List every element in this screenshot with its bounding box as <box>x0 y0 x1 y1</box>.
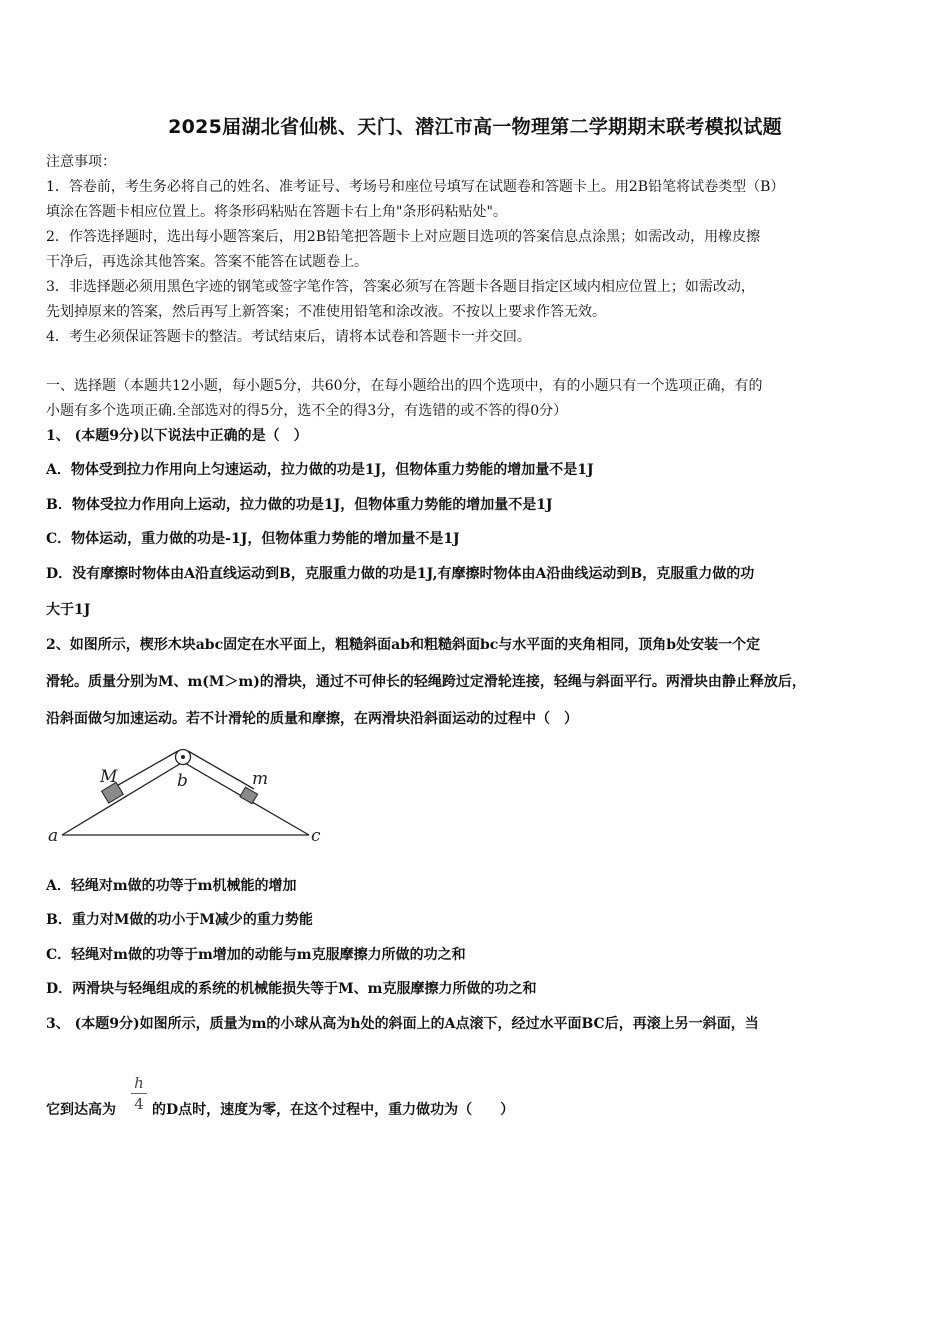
label-m: m <box>252 769 269 789</box>
page-title: 2025届湖北省仙桃、天门、潜江市高一物理第二学期期末联考模拟试题 <box>168 116 782 138</box>
slope-ab <box>62 762 183 835</box>
q1-option-c: C．物体运动，重力做的功是-1J，但物体重力势能的增加量不是1J <box>46 531 460 547</box>
q2-stem: 沿斜面做匀加速运动。若不计滑轮的质量和摩擦，在两滑块沿斜面运动的过程中（ ） <box>46 711 578 727</box>
q2-option-b: B．重力对M做的功小于M减少的重力势能 <box>46 912 313 928</box>
wedge-pulley-figure <box>44 744 334 852</box>
notice-item: 1．答卷前，考生务必将自己的姓名、准考证号、考场号和座位号填写在试题卷和答题卡上。用2B铅笔将试卷类型（B） <box>46 179 785 195</box>
label-c: c <box>311 826 321 846</box>
q2-option-d: D．两滑块与轻绳组成的系统的机械能损失等于M、m克服摩擦力所做的功之和 <box>46 981 537 997</box>
section-instructions: 一、选择题（本题共12小题，每小题5分，共60分，在每小题给出的四个选项中，有的小题只有一个选项正确，有的 <box>46 378 763 394</box>
q1-option-a: A．物体受到拉力作用向上匀速运动，拉力做的功是1J，但物体重力势能的增加量不是1J <box>46 462 594 478</box>
section-instructions: 小题有多个选项正确.全部选对的得5分，选不全的得3分，有选错的或不答的得0分） <box>46 403 568 419</box>
notice-item: 干净后，再选涂其他答案。答案不能答在试题卷上。 <box>46 254 368 270</box>
fraction-denominator: 4 <box>134 1095 144 1113</box>
q2-stem: 2、如图所示，楔形木块abc固定在水平面上，粗糙斜面ab和粗糙斜面bc与水平面的夹角相同，顶角b处安装一个定 <box>46 637 761 653</box>
q3-stem: 3、 (本题9分)如图所示，质量为m的小球从高为h处的斜面上的A点滚下，经过水平面BC后，再滚上另一斜面，当 <box>46 1016 759 1032</box>
notice-item: 3．非选择题必须用黑色字迹的钢笔或签字笔作答，答案必须写在答题卡各题目指定区域内相应位置上；如需改动， <box>46 279 755 295</box>
q2-option-a: A．轻绳对m做的功等于m机械能的增加 <box>46 878 297 894</box>
fraction-numerator: h <box>134 1074 144 1092</box>
fraction-h-over-4 <box>128 1074 150 1113</box>
q1-stem: 1、 (本题9分)以下说法中正确的是（ ） <box>46 428 308 444</box>
notice-item: 2．作答选择题时，选出每小题答案后，用2B铅笔把答题卡上对应题目选项的答案信息点涂黑；如需改动，用橡皮擦 <box>46 229 761 245</box>
q1-option-d: D．没有摩擦时物体由A沿直线运动到B，克服重力做的功是1J,有摩擦时物体由A沿曲线运动到B，克服重力做的功 <box>46 566 755 582</box>
q3-stem-pre: 它到达高为 <box>46 1102 116 1118</box>
q2-option-c: C．轻绳对m做的功等于m增加的动能与m克服摩擦力所做的功之和 <box>46 947 466 963</box>
block-m <box>240 787 258 804</box>
q1-option-b: B．物体受拉力作用向上运动，拉力做的功是1J，但物体重力势能的增加量不是1J <box>46 497 553 513</box>
q2-stem: 滑轮。质量分别为M、m(M＞m)的滑块，通过不可伸长的轻绳跨过定滑轮连接，轻绳与斜面平行。两滑块由静止释放后， <box>46 674 806 690</box>
notice-heading: 注意事项： <box>46 154 116 170</box>
notice-item: 填涂在答题卡相应位置上。将条形码粘贴在答题卡右上角"条形码粘贴处"。 <box>46 204 507 220</box>
q1-option-d-cont: 大于1J <box>46 602 91 618</box>
label-b: b <box>177 771 188 791</box>
label-a: a <box>48 826 59 846</box>
rope-left <box>113 751 178 788</box>
fraction-bar <box>131 1093 147 1094</box>
q3-stem-post: 的D点时，速度为零，在这个过程中，重力做功为（ ） <box>152 1102 515 1118</box>
label-M: M <box>100 767 118 787</box>
notice-item: 先划掉原来的答案，然后再写上新答案；不准使用铅笔和涂改液。不按以上要求作答无效。 <box>46 304 606 320</box>
notice-item: 4．考生必须保证答题卡的整洁。考试结束后，请将本试卷和答题卡一并交回。 <box>46 329 531 345</box>
